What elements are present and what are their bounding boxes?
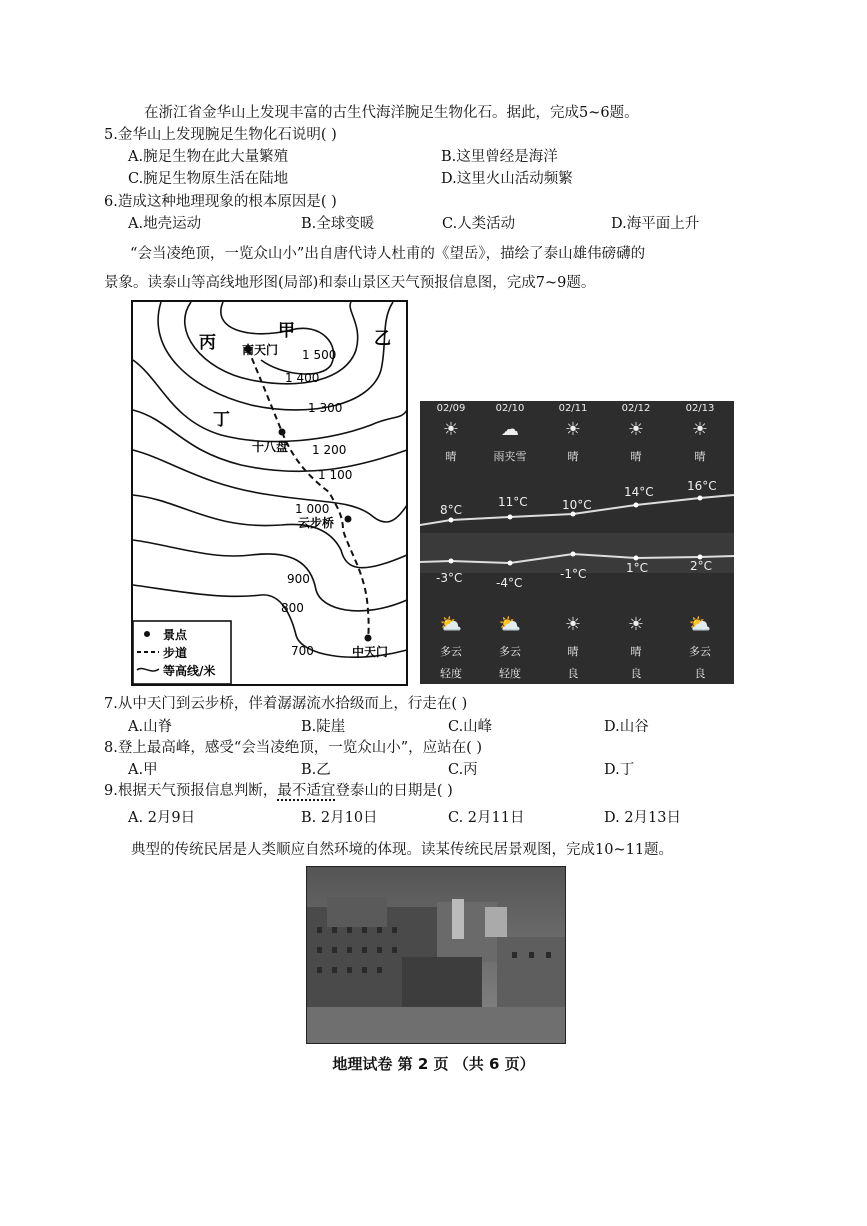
contour-label-800: 800 [281,601,304,615]
dwelling-photo [306,866,566,1044]
forecast-day-condition: 晴 [445,450,457,463]
forecast-high-temp: 14°C [624,485,654,499]
contour-label-1100: 1 100 [318,468,353,482]
label-nantianmen: 南天门 [242,343,279,357]
forecast-night-condition: 多云 [689,645,711,658]
high-temp-point [634,503,639,508]
q6-option-b: B.全球变暖 [301,216,375,232]
q9-stem-post: 登泰山的日期是( ) [335,783,453,799]
sun-icon: ☀ [691,419,709,440]
q8-option-c: C.丙 [448,762,478,778]
q9-emphasis: 最不适宜 [277,783,336,799]
page-footer: 地理试卷 第 2 页 （共 6 页） [332,1055,535,1073]
forecast-low-temp: -4°C [496,576,523,590]
sun-icon: ☀ [627,614,645,635]
forecast-high-temp: 16°C [687,479,717,493]
q7-stem: 7.从中天门到云步桥，伴着潺潺流水拾级而上，行走在( ) [104,696,468,712]
label-zhongtianmen: 中天门 [352,645,389,659]
q8-option-b: B.乙 [301,762,331,778]
cloudy-icon: ⛅ [688,614,712,635]
sun-icon: ☀ [564,419,582,440]
legend-point-label: 景点 [163,628,188,642]
q5-option-b: B.这里曾经是海洋 [441,149,558,165]
forecast-air-quality: 良 [694,667,706,680]
forecast-day-condition: 晴 [567,450,579,463]
label-yi: 乙 [374,329,391,349]
q6-option-d: D.海平面上升 [611,216,700,232]
forecast-air-quality: 良 [630,667,642,680]
q8-option-a: A.甲 [128,762,158,778]
forecast-date: 02/11 [558,403,588,414]
intro-7-9-line2: 景象。读泰山等高线地形图(局部)和泰山景区天气预报信息图，完成7~9题。 [104,275,596,291]
q5-option-a: A.腕足生物在此大量繁殖 [128,149,289,165]
high-temp-point [698,496,703,501]
forecast-low-temp: -3°C [436,571,463,585]
temperature-lines [420,401,734,684]
low-temp-point [508,561,513,566]
q8-option-d: D.丁 [604,762,635,778]
q7-option-c: C.山峰 [448,719,493,735]
contour-label-700: 700 [291,644,314,658]
q8-stem: 8.登上最高峰，感受“会当凌绝顶，一览众山小”，应站在( ) [104,740,483,756]
cloudy-icon: ⛅ [498,614,522,635]
label-yunbuqiao: 云步桥 [298,516,335,530]
forecast-air-quality: 轻度 [499,667,521,680]
forecast-day-condition: 雨夹雪 [493,450,527,463]
point-zhongtianmen [365,635,372,642]
sun-icon: ☀ [627,419,645,440]
forecast-date: 02/10 [495,403,525,414]
forecast-low-temp: 1°C [626,561,649,575]
label-jia: 甲 [278,321,295,341]
forecast-night-condition: 多云 [499,645,521,658]
contour-label-900: 900 [287,572,310,586]
forecast-high-temp: 8°C [440,503,463,517]
legend-contour-label: 等高线/米 [163,664,216,678]
contour-label-1000: 1 000 [295,502,330,516]
forecast-high-temp: 10°C [562,498,592,512]
contour-label-1500: 1 500 [302,348,337,362]
point-yunbuqiao [345,516,352,523]
q5-option-c: C.腕足生物原生活在陆地 [128,171,289,187]
contour-label-1200: 1 200 [312,443,347,457]
q7-option-a: A.山脊 [128,719,173,735]
low-temp-point [571,552,576,557]
label-shibapan: 十八盘 [252,440,289,454]
q6-option-c: C.人类活动 [442,216,516,232]
forecast-date: 02/09 [436,403,466,414]
label-ding: 丁 [213,410,230,430]
high-temp-point [449,518,454,523]
forecast-date: 02/12 [621,403,651,414]
weather-forecast [420,401,734,684]
q9-option-b: B. 2月10日 [301,810,378,826]
q5-stem: 5.金华山上发现腕足生物化石说明( ) [104,127,337,143]
forecast-high-temp: 11°C [498,495,528,509]
label-bing: 丙 [199,333,216,353]
cloudy-icon: ⛅ [439,614,463,635]
forecast-air-quality: 良 [567,667,579,680]
high-temp-point [571,512,576,517]
low-temp-point [634,556,639,561]
q9-option-a: A. 2月9日 [128,810,196,826]
forecast-air-quality: 轻度 [440,667,462,680]
contour-map [131,300,408,686]
q9-stem-pre: 9.根据天气预报信息判断， [104,783,278,799]
forecast-date: 02/13 [685,403,715,414]
intro-7-9-line1: “会当凌绝顶，一览众山小”出自唐代诗人杜甫的《望岳》，描绘了泰山雄伟磅礴的 [130,246,646,262]
intro-5-6: 在浙江省金华山上发现丰富的古生代海洋腕足生物化石。据此，完成5~6题。 [144,105,639,121]
q5-option-d: D.这里火山活动频繁 [441,171,573,187]
q7-option-b: B.陡崖 [301,719,346,735]
q6-option-a: A.地壳运动 [128,216,202,232]
forecast-low-temp: -1°C [560,567,587,581]
forecast-night-condition: 晴 [567,645,579,658]
contour-label-1400: 1 400 [285,371,320,385]
forecast-low-temp: 2°C [690,559,713,573]
high-temp-point [508,515,513,520]
q6-stem: 6.造成这种地理现象的根本原因是( ) [104,194,337,210]
forecast-day-condition: 晴 [694,450,706,463]
forecast-day-condition: 晴 [630,450,642,463]
q9-option-c: C. 2月11日 [448,810,525,826]
q9-option-d: D. 2月13日 [604,810,682,826]
q7-option-d: D.山谷 [604,719,649,735]
sleet-icon: ☁ [501,419,519,440]
q9-stem [104,781,453,801]
sun-icon: ☀ [442,419,460,440]
contour-label-1300: 1 300 [308,401,343,415]
point-shibapan [279,429,286,436]
intro-10-11: 典型的传统民居是人类顺应自然环境的体现。读某传统民居景观图，完成10~11题。 [131,842,674,858]
low-temp-point [449,559,454,564]
forecast-night-condition: 多云 [440,645,462,658]
legend-point-symbol [144,631,150,637]
forecast-night-condition: 晴 [630,645,642,658]
sun-icon: ☀ [564,614,582,635]
legend-trail-label: 步道 [163,646,188,660]
